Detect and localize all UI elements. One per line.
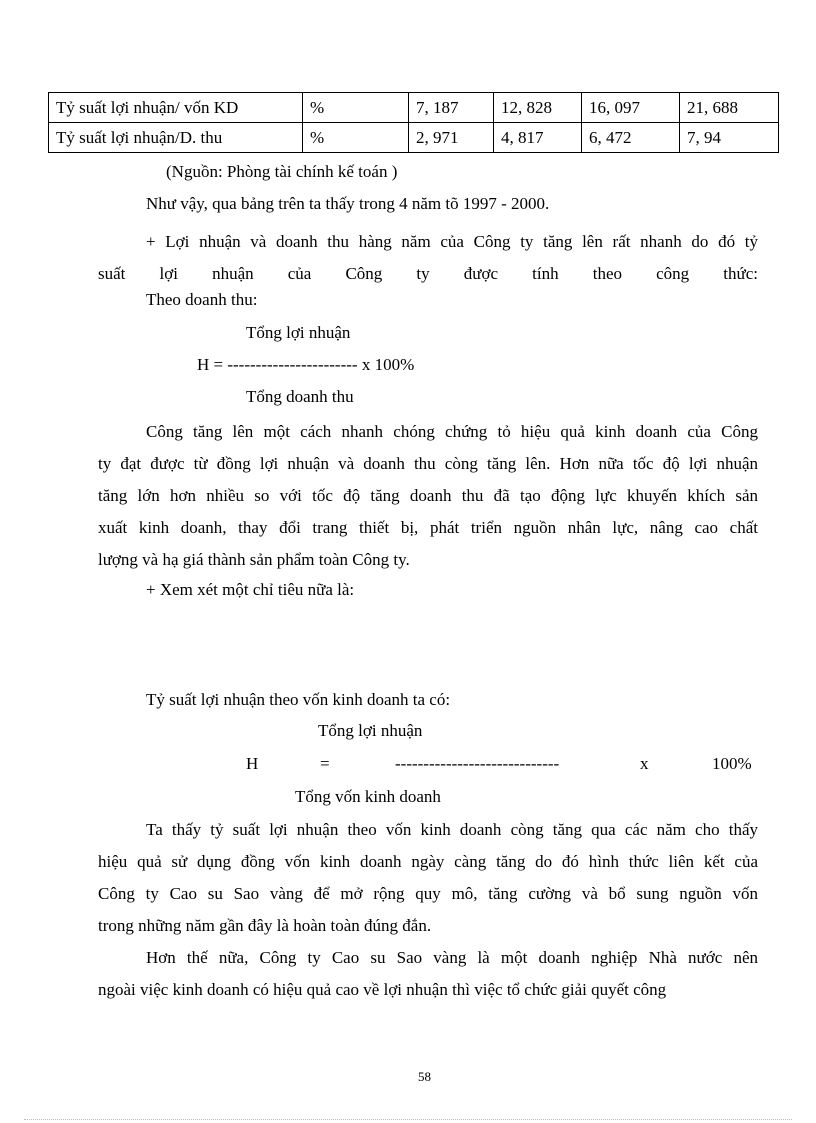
value-cell: 12, 828 xyxy=(494,93,582,123)
formula1-numerator: Tổng lợi nhuận xyxy=(246,323,351,342)
text-line: ngoài việc kinh doanh có hiệu quả cao về lợi nhuận thì việc tổ chức giải quyết công xyxy=(98,980,667,999)
paragraph-state-enterprise xyxy=(98,942,758,1006)
value-cell: 6, 472 xyxy=(582,123,680,153)
text-line: + Lợi nhuận và doanh thu hàng năm của Công ty tăng lên rất nhanh do đó tỷ xyxy=(146,232,758,251)
text-line: Công ty Cao su Sao vàng để mở rộng quy mô, tăng cường và bổ sung nguồn vốn xyxy=(98,884,758,903)
formula2-equals: = xyxy=(320,754,330,773)
paragraph-profit xyxy=(98,226,758,258)
formula1-line: H = ----------------------- x 100% xyxy=(197,355,415,374)
paragraph-capital-ratio: Tỷ suất lợi nhuận theo vốn kinh doanh ta có: xyxy=(146,690,451,709)
paragraph-next-indicator: + Xem xét một chỉ tiêu nữa là: xyxy=(146,580,355,599)
value-cell: 2, 971 xyxy=(409,123,494,153)
formula2-numerator: Tổng lợi nhuận xyxy=(318,721,423,740)
formula1-denominator: Tổng doanh thu xyxy=(246,387,354,406)
value-cell: 7, 94 xyxy=(680,123,779,153)
text-line: ty đạt được từ đồng lợi nhuận và doanh thu còng tăng lên. Hơn nữa tốc độ lợi nhuận xyxy=(98,454,758,473)
formula2-percent: 100% xyxy=(712,754,752,773)
ratio-table xyxy=(48,92,779,153)
text-line: hiệu quả sử dụng đồng vốn kinh doanh ngày càng tăng do đó hình thức liên kết của xyxy=(98,852,758,871)
page-number: 58 xyxy=(418,1069,431,1084)
paragraph-intro: Như vậy, qua bảng trên ta thấy trong 4 năm tõ 1997 - 2000. xyxy=(146,194,550,213)
value-cell: 16, 097 xyxy=(582,93,680,123)
unit-cell: % xyxy=(303,123,409,153)
formula2-times: x xyxy=(640,754,649,773)
table-row xyxy=(49,93,779,123)
source-note: (Nguồn: Phòng tài chính kế toán ) xyxy=(166,162,398,181)
text-line: Ta thấy tỷ suất lợi nhuận theo vốn kinh doanh còng tăng qua các năm cho thấy xyxy=(146,820,758,839)
formula2-fraction-bar: ----------------------------- xyxy=(395,754,560,773)
value-cell: 21, 688 xyxy=(680,93,779,123)
page-bottom-rule xyxy=(24,1119,792,1120)
value-cell: 4, 817 xyxy=(494,123,582,153)
unit-cell: % xyxy=(303,93,409,123)
formula2-h: H xyxy=(246,754,259,773)
text-line: suất lợi nhuận của Công ty được tính theo công thức: xyxy=(98,264,758,283)
table-row xyxy=(49,123,779,153)
revenue-label: Theo doanh thu: xyxy=(146,290,258,309)
text-line: lượng và hạ giá thành sản phẩm toàn Công ty. xyxy=(98,550,410,569)
text-line: xuất kinh doanh, thay đổi trang thiết bị, phát triển nguồn nhân lực, nâng cao chất xyxy=(98,518,758,537)
formula2-denominator: Tổng vốn kinh doanh xyxy=(295,787,441,806)
row-label: Tỷ suất lợi nhuận/D. thu xyxy=(49,123,303,153)
paragraph-conclusion xyxy=(98,814,758,942)
text-line: Công tăng lên một cách nhanh chóng chứng tỏ hiệu quả kinh doanh của Công xyxy=(146,422,758,441)
row-label: Tỷ suất lợi nhuận/ vốn KD xyxy=(49,93,303,123)
text-line: trong những năm gần đây là hoàn toàn đúng đắn. xyxy=(98,916,432,935)
text-line: tăng lớn hơn nhiều so với tốc độ tăng doanh thu đã tạo động lực khuyến khích sản xyxy=(98,486,758,505)
value-cell: 7, 187 xyxy=(409,93,494,123)
text-line: Hơn thế nữa, Công ty Cao su Sao vàng là một doanh nghiệp Nhà nước nên xyxy=(146,948,758,967)
paragraph-analysis xyxy=(98,416,758,576)
